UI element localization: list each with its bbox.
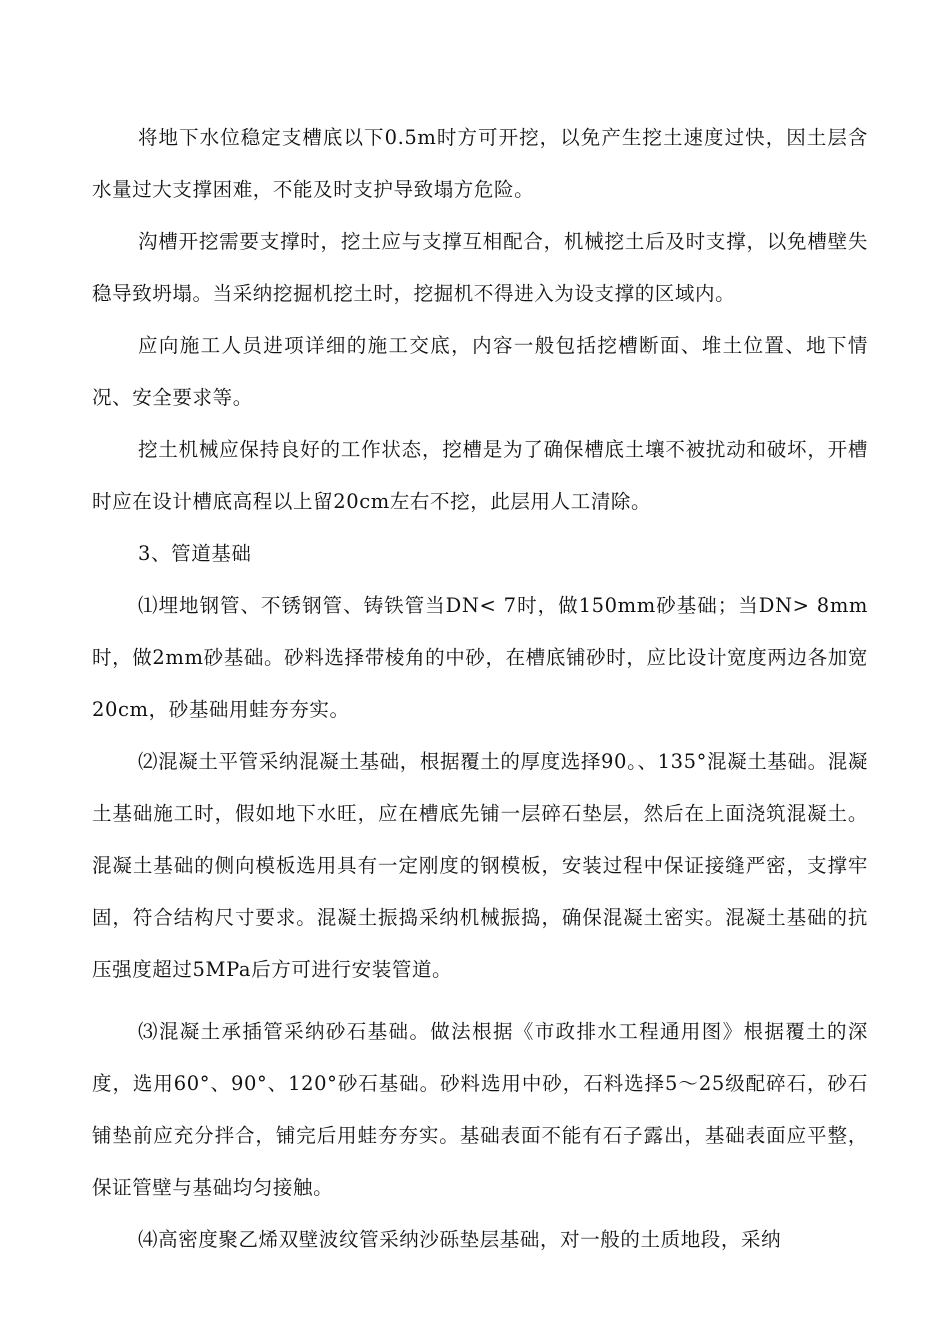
paragraph-trench-support: 沟槽开挖需要支撑时，挖土应与支撑互相配合，机械挖土后及时支撑，以免槽壁失稳导致坍塌。当采纳挖掘机挖土时，挖掘机不得进入为设支撑的区域内。 <box>92 230 868 305</box>
paragraph-groundwater: 将地下水位稳定支槽底以下0.5m时方可开挖，以免产生挖土速度过快，因土层含水量过大支撑困难，不能及时支护导致塌方危险。 <box>92 126 868 201</box>
section-heading-pipe-foundation: 3、管道基础 <box>138 542 252 565</box>
paragraph-item-1-steel-pipe: ⑴埋地钢管、不锈钢管、铸铁管当DN< 7时，做150mm砂基础；当DN> 8mm时，做2mm砂基础。砂料选择带棱角的中砂，在槽底铺砂时，应比设计宽度两边各加宽20cm，砂基础用蛙夯夯实。 <box>92 594 868 721</box>
paragraph-construction-briefing: 应向施工人员进项详细的施工交底，内容一般包括挖槽断面、堆土位置、地下情况、安全要求等。 <box>92 334 868 409</box>
document-body <box>92 112 868 1266</box>
paragraph-excavation-machinery: 挖土机械应保持良好的工作状态，挖槽是为了确保槽底土壤不被扰动和破坏，开槽时应在设计槽底高程以上留20cm左右不挖，此层用人工清除。 <box>92 438 868 513</box>
paragraph-item-4-hdpe-pipe: ⑷高密度聚乙烯双壁波纹管采纳沙砾垫层基础，对一般的土质地段，采纳 <box>138 1228 782 1251</box>
paragraph-item-3-socket-pipe: ⑶混凝土承插管采纳砂石基础。做法根据《市政排水工程通用图》根据覆土的深度，选用60°、90°、120°砂石基础。砂料选用中砂，石料选择5〜25级配碎石，砂石铺垫前应充分拌合，铺完后用蛙夯夯实。基础表面不能有石子露出，基础表面应平整，保证管壁与基础均匀接触。 <box>92 1020 868 1199</box>
paragraph-item-2-concrete-pipe: ⑵混凝土平管采纳混凝土基础，根据覆土的厚度选择90。、135°混凝土基础。混凝土基础施工时，假如地下水旺，应在槽底先铺一层碎石垫层，然后在上面浇筑混凝土。混凝土基础的侧向模板选用具有一定刚度的钢模板，安装过程中保证接缝严密，支撑牢固，符合结构尺寸要求。混凝土振捣采纳机械振捣，确保混凝土密实。混凝土基础的抗压强度超过5MPa后方可进行安装管道。 <box>92 750 868 981</box>
